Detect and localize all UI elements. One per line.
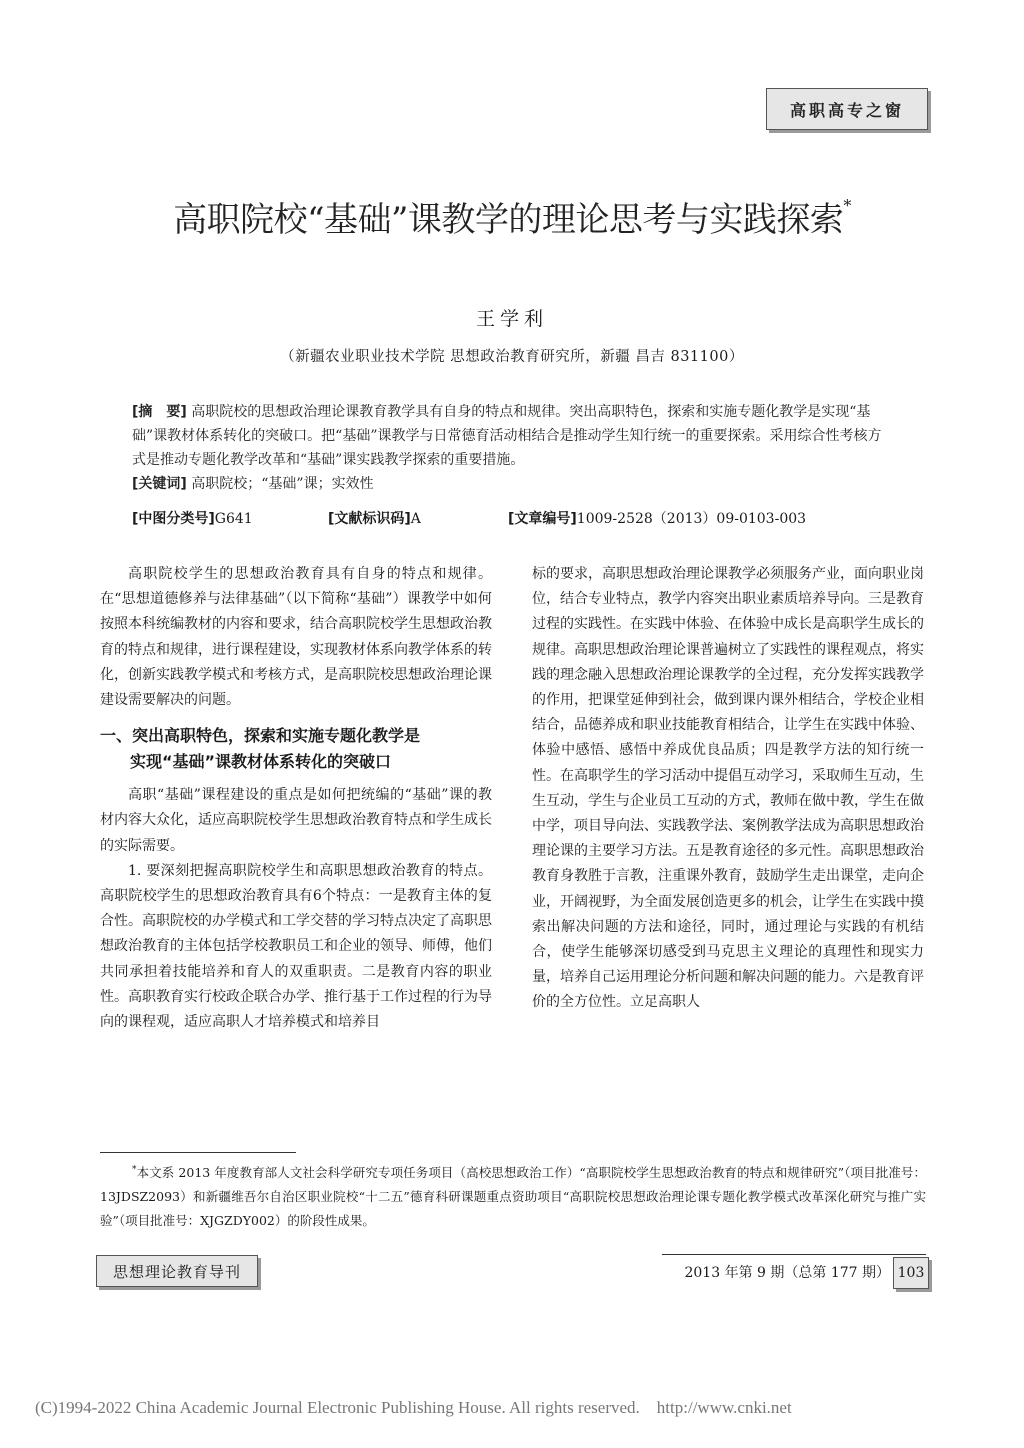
classification-row <box>132 507 892 531</box>
abstract-label: [摘 要] <box>132 404 187 420</box>
footnote-text: 本文系 2013 年度教育部人文社会科学研究专项任务项目（高校思想政治工作）“高职院校学生思想政治教育的特点和规律研究”（项目批准号：13JDSZ2093）和新疆维吾尔自治区职业院校“十二五”德育科研课题重点资助项目“高职院校思想政治理论课专题化教学模式改革深化研究与推广实验”（项目批准号：XJGZDY002）的阶段性成果。 <box>100 1165 926 1229</box>
footnote <box>100 1158 926 1233</box>
clc-label: [中图分类号] <box>132 511 215 527</box>
abstract-text: 高职院校的思想政治理论课教育教学具有自身的特点和规律。突出高职特色，探索和实施专题化教学是实现“基础”课教材体系转化的突破口。把“基础”课教学与日常德育活动相结合是推动学生知行统一的重要探索。采用综合性考核方式是推动专题化教学改革和“基础”课实践教学探索的重要措施。 <box>132 404 882 468</box>
clc-item <box>132 507 253 531</box>
article-no-value: 1009-2528（2013）09-0103-003 <box>576 511 807 527</box>
keywords-label: [关键词] <box>132 476 187 492</box>
doc-code-value: A <box>410 511 421 527</box>
copyright-line: (C)1994-2022 China Academic Journal Electronic Publishing House. All rights reserved. http://www.cnki.net <box>35 1398 792 1417</box>
body-left-column <box>100 562 492 1035</box>
heading-line-1: 一、突出高职特色，探索和实施专题化教学是 <box>100 726 421 746</box>
body-paragraph-2: 高职“基础”课程建设的重点是如何把统编的“基础”课的教材内容大众化，适应高职院校学生思想政治教育特点和学生成长的实际需要。 <box>100 787 492 854</box>
section-tag: 高职高专之窗 <box>766 88 928 130</box>
body-paragraph-3: 1. 要深刻把握高职院校学生和高职思想政治教育的特点。高职院校学生的思想政治教育具有6个特点：一是教育主体的复合性。高职院校的办学模式和工学交替的学习特点决定了高职思想政治教育的主体包括学校教职员工和企业的领导、师傅，他们共同承担着技能培养和育人的双重职责。二是教育内容的职业性。高职教育实行校政企联合办学、推行基于工作过程的行为导向的课程观，适应高职人才培养模式和培养目 <box>100 862 492 1031</box>
clc-value: G641 <box>214 511 253 527</box>
body-right-column <box>532 562 924 1016</box>
title-text: 高职院校“基础”课教学的理论思考与实践探索 <box>173 200 844 240</box>
journal-name: 思想理论教育导刊 <box>96 1255 258 1287</box>
footnote-mark: * <box>132 1165 137 1175</box>
heading-line-2: 实现“基础”课教材体系转化的突破口 <box>130 752 392 772</box>
doc-code-item <box>328 507 421 531</box>
article-title <box>60 192 964 241</box>
author: 王学利 <box>475 308 548 330</box>
keywords-text: 高职院校；“基础”课；实效性 <box>191 476 374 492</box>
doc-code-label: [文献标识码] <box>328 511 411 527</box>
article-no-item <box>508 507 806 531</box>
page-number: 103 <box>893 1257 929 1289</box>
affiliation: （新疆农业职业技术学院 思想政治教育研究所，新疆 昌吉 831100） <box>280 349 744 365</box>
abstract <box>132 400 892 496</box>
section-heading-1 <box>100 723 492 775</box>
intro-paragraph: 高职院校学生的思想政治教育具有自身的特点和规律。在“思想道德修养与法律基础”（以下简称“基础”）课教学中如何按照本科统编教材的内容和要求，结合高职院校学生思想政治教育的特点和规律，进行课程建设，实现教材体系向教学体系的转化，创新实践教学模式和考核方式，是高职院校思想政治理论课建设需要解决的问题。 <box>100 566 492 709</box>
title-footnote-mark: * <box>843 196 851 215</box>
issue-divider <box>662 1254 926 1255</box>
footnote-divider <box>100 1152 296 1153</box>
right-column-paragraph: 标的要求，高职思想政治理论课教学必须服务产业，面向职业岗位，结合专业特点，教学内容突出职业素质培养导向。三是教育过程的实践性。在实践中体验、在体验中成长是高职学生成长的规律。高职思想政治理论课普遍树立了实践性的课程观点，将实践的理念融入思想政治理论课教学的全过程，充分发挥实践教学的作用，把课堂延伸到社会，做到课内课外相结合，学校企业相结合，品德养成和职业技能教育相结合，让学生在实践中体验、体验中感悟、感悟中养成优良品质；四是教学方法的知行统一性。在高职学生的学习活动中提倡互动学习，采取师生互动，生生互动，学生与企业员工互动的方式，教师在做中教，学生在做中学，项目导向法、实践教学法、案例教学法成为高职思想政治理论课的主要学习方法。五是教育途径的多元性。高职思想政治教育身教胜于言教，注重课外教育，鼓励学生走出课堂，走向企业，开阔视野，为全面发展创造更多的机会，让学生在实践中摸索出解决问题的方法和途径，同时，通过理论与实践的有机结合，使学生能够深切感受到马克思主义理论的真理性和现实力量，培养自己运用理论分析问题和解决问题的能力。六是教育评价的全方位性。立足高职人 <box>532 566 924 1011</box>
issue-info: 2013 年第 9 期（总第 177 期） <box>684 1265 890 1281</box>
article-no-label: [文章编号] <box>508 511 577 527</box>
